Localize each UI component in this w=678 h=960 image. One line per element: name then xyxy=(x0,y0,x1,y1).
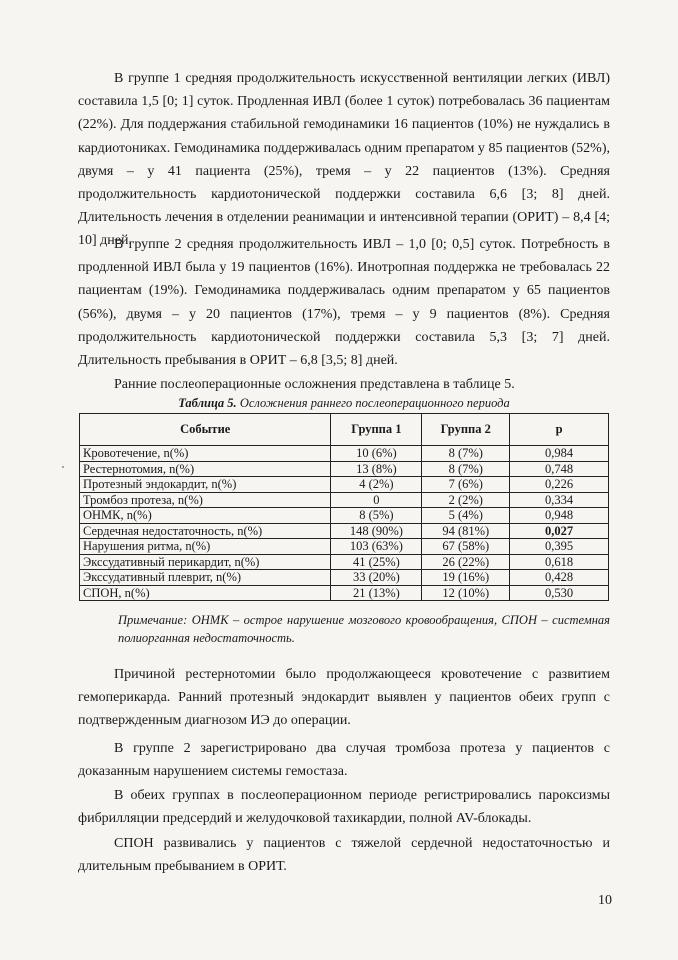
table-row xyxy=(80,554,609,570)
cell-p: 0,618 xyxy=(510,554,609,570)
cell-event: Экссудативный плеврит, n(%) xyxy=(80,570,331,586)
table-caption xyxy=(78,396,610,411)
cell-group2: 7 (6%) xyxy=(422,477,510,493)
cell-event: Кровотечение, n(%) xyxy=(80,446,331,462)
paragraph-group2: В группе 2 средняя продолжительность ИВЛ – 1,0 [0; 0,5] суток. Потребность в продленной ИВЛ была у 19 пациентов (16%). Инотропная поддержка не требовалась 22 пациентам (19%). Гемодинамика поддерживалась одним препаратом у 65 пациентов (56%), двумя – у 20 пациентов (17%), тремя – у 9 пациентов (8%). Средняя продолжительность кардиотонической поддержки составила 5,3 [3; 7] дней. Длительность пребывания в ОРИТ – 6,8 [3,5; 8] дней. xyxy=(78,237,610,369)
paragraph-group1: В группе 1 средняя продолжительность искусственной вентиляции легких (ИВЛ) составила 1,5 [0; 1] суток. Продленная ИВЛ (более 1 суток) потребовалась 36 пациентам (22%). Для поддержания стабильной гемодинамики 16 пациентов (10%) не нуждались в кардиотониках. Гемодинамика поддерживалась одним препаратом у 85 пациентов (52%), двумя – у 41 пациента (25%), тремя – у 22 пациентов (13%). Средняя продолжительность кардиотонической поддержки составила 6,6 [3; 8] дней. Длительность лечения в отделении реанимации и интенсивной терапии (ОРИТ) – 8,4 [4; 10] дней. xyxy=(78,71,610,249)
paragraph-mods: СПОН развивались у пациентов с тяжелой сердечной недостаточностью и длительным пребыванием в ОРИТ. xyxy=(78,836,610,875)
paragraph-resternotomy: Причиной рестернотомии было продолжающееся кровотечение с развитием гемоперикарда. Ранний протезный эндокардит выявлен у пациентов обеих групп с подтвержденным диагнозом ИЭ до операции. xyxy=(78,667,610,729)
table-row xyxy=(80,570,609,586)
cell-event: СПОН, n(%) xyxy=(80,585,331,601)
paragraph-thrombosis: В группе 2 зарегистрировано два случая тромбоза протеза у пациентов с доказанным нарушением системы гемостаза. xyxy=(78,741,610,780)
cell-p: 0,226 xyxy=(510,477,609,493)
cell-group2: 19 (16%) xyxy=(422,570,510,586)
cell-event: ОНМК, n(%) xyxy=(80,508,331,524)
cell-group2: 26 (22%) xyxy=(422,554,510,570)
cell-p-significant: 0,027 xyxy=(510,523,609,539)
cell-event: Протезный эндокардит, n(%) xyxy=(80,477,331,493)
table-header-row xyxy=(80,414,609,446)
header-p: p xyxy=(510,414,609,446)
cell-group1: 13 (8%) xyxy=(331,461,422,477)
header-event: Событие xyxy=(80,414,331,446)
cell-event: Тромбоз протеза, n(%) xyxy=(80,492,331,508)
cell-p: 0,948 xyxy=(510,508,609,524)
cell-p: 0,428 xyxy=(510,570,609,586)
header-group1: Группа 1 xyxy=(331,414,422,446)
cell-event: Рестернотомия, n(%) xyxy=(80,461,331,477)
cell-group2: 5 (4%) xyxy=(422,508,510,524)
header-group2: Группа 2 xyxy=(422,414,510,446)
cell-group1: 10 (6%) xyxy=(331,446,422,462)
cell-p: 0,748 xyxy=(510,461,609,477)
paragraph-arrhythmia: В обеих группах в послеоперационном периоде регистрировались пароксизмы фибрилляции предсердий и желудочковой тахикардии, полной AV-блокады. xyxy=(78,788,610,827)
cell-group2: 8 (7%) xyxy=(422,446,510,462)
cell-group1: 8 (5%) xyxy=(331,508,422,524)
page-number: 10 xyxy=(598,893,612,908)
cell-group1: 21 (13%) xyxy=(331,585,422,601)
table-note: Примечание: ОНМК – острое нарушение мозгового кровообращения, СПОН – системная полиорганная недостаточность. xyxy=(118,613,610,645)
cell-group2: 94 (81%) xyxy=(422,523,510,539)
cell-event: Сердечная недостаточность, n(%) xyxy=(80,523,331,539)
cell-event: Нарушения ритма, n(%) xyxy=(80,539,331,555)
cell-p: 0,334 xyxy=(510,492,609,508)
table-row xyxy=(80,446,609,462)
table-row xyxy=(80,585,609,601)
table-row xyxy=(80,492,609,508)
scan-speck xyxy=(62,466,64,468)
table-caption-text: Осложнения раннего послеоперационного периода xyxy=(236,396,510,410)
complications-table xyxy=(79,413,609,601)
cell-group2: 67 (58%) xyxy=(422,539,510,555)
cell-p: 0,395 xyxy=(510,539,609,555)
cell-event: Экссудативный перикардит, n(%) xyxy=(80,554,331,570)
cell-group2: 2 (2%) xyxy=(422,492,510,508)
cell-p: 0,530 xyxy=(510,585,609,601)
paragraph-table-intro: Ранние послеоперационные осложнения представлена в таблице 5. xyxy=(114,377,515,392)
cell-group2: 8 (7%) xyxy=(422,461,510,477)
table-row xyxy=(80,461,609,477)
table-row xyxy=(80,477,609,493)
cell-group1: 41 (25%) xyxy=(331,554,422,570)
cell-group1: 0 xyxy=(331,492,422,508)
cell-group1: 148 (90%) xyxy=(331,523,422,539)
table-caption-label: Таблица 5. xyxy=(178,396,237,410)
table-row xyxy=(80,523,609,539)
table-row xyxy=(80,539,609,555)
cell-p: 0,984 xyxy=(510,446,609,462)
cell-group1: 33 (20%) xyxy=(331,570,422,586)
table-row xyxy=(80,508,609,524)
cell-group1: 4 (2%) xyxy=(331,477,422,493)
cell-group2: 12 (10%) xyxy=(422,585,510,601)
cell-group1: 103 (63%) xyxy=(331,539,422,555)
